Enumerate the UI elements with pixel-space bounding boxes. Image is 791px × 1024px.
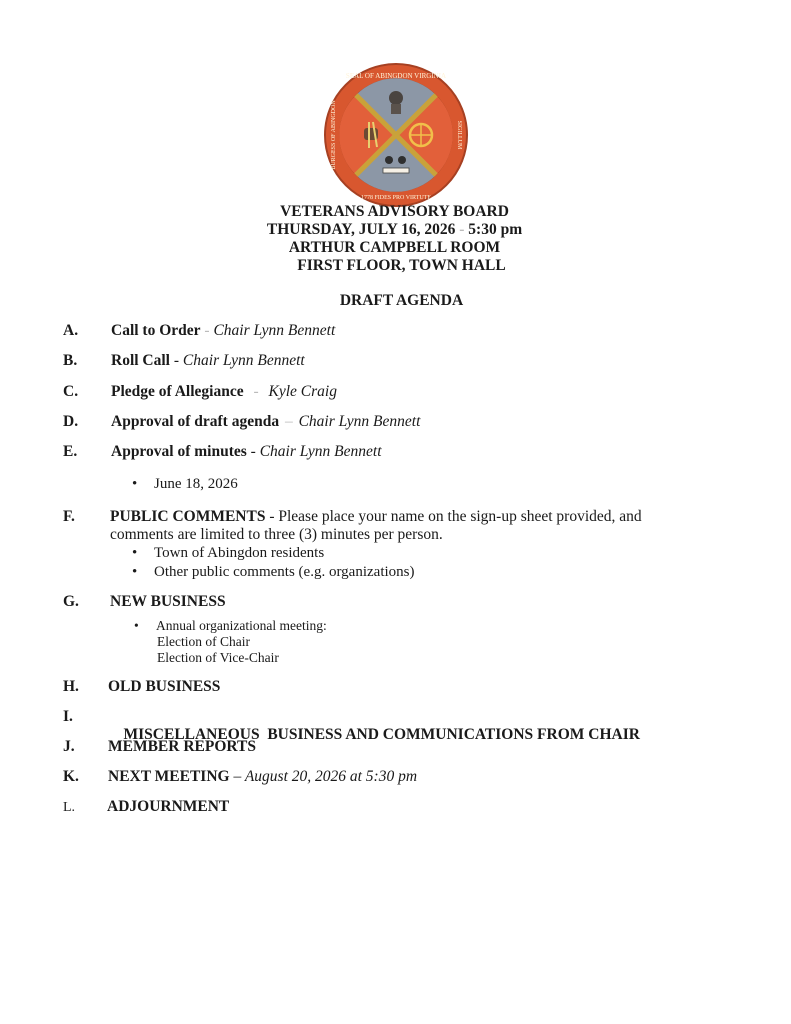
minutes-date: June 18, 2026 xyxy=(154,476,238,492)
item-letter-l: L. xyxy=(63,800,76,815)
list-item-text: Election of Vice-Chair xyxy=(157,650,279,665)
seal-right-text: SIGILLUM xyxy=(456,120,462,150)
item-label: NEXT MEETING xyxy=(108,768,230,785)
page-title: DRAFT AGENDA xyxy=(339,292,464,309)
date-time-separator: - xyxy=(455,221,469,238)
bullet-icon: • xyxy=(132,476,138,492)
item-separator: - xyxy=(246,443,260,460)
board-name: VETERANS ADVISORY BOARD xyxy=(280,203,509,220)
item-label: ADJOURNMENT xyxy=(107,798,230,815)
meeting-header xyxy=(0,203,791,275)
meeting-room: ARTHUR CAMPBELL ROOM xyxy=(288,239,501,256)
item-label: MISCELLANEOUS BUSINESS AND COMMUNICATIONS FROM CHAIR xyxy=(123,726,640,743)
item-presenter: Chair Lynn Bennett xyxy=(213,322,336,339)
item-label: Roll Call xyxy=(111,352,170,369)
agenda-item-approve-minutes xyxy=(111,443,382,461)
bullet-icon: • xyxy=(132,545,138,561)
item-letter-a: A. xyxy=(63,322,79,339)
item-letter-i: I. xyxy=(63,708,73,725)
item-presenter: Chair Lynn Bennett xyxy=(259,443,382,460)
item-letter-j: J. xyxy=(63,738,75,755)
item-description-continued: comments are limited to three (3) minutes per person. xyxy=(110,526,443,543)
item-label: Call to Order xyxy=(111,322,201,339)
list-item-text: Election of Chair xyxy=(157,634,250,649)
agenda-item-next-meeting xyxy=(108,768,417,786)
list-item-text: Other public comments (e.g. organizations) xyxy=(154,564,415,580)
seal-bottom-text: 1778 FIDES PRO VIRTUTE xyxy=(360,195,432,201)
list-item xyxy=(134,618,327,634)
item-description: - Please place your name on the sign-up sheet provided, and xyxy=(265,508,642,525)
agenda-item-approve-agenda xyxy=(111,413,420,431)
bullet-icon: • xyxy=(134,618,139,633)
item-letter-e: E. xyxy=(63,443,78,460)
list-item-text: Town of Abingdon residents xyxy=(154,545,325,561)
item-separator: - xyxy=(170,352,183,369)
item-letter-f: F. xyxy=(63,508,75,525)
item-letter-b: B. xyxy=(63,352,78,369)
list-item xyxy=(132,545,324,562)
meeting-date-time xyxy=(0,221,791,239)
item-label: MEMBER REPORTS xyxy=(108,738,257,755)
item-letter-c: C. xyxy=(63,383,79,400)
meeting-time: 5:30 pm xyxy=(468,221,523,238)
item-presenter: Kyle Craig xyxy=(268,383,337,400)
item-letter-g: G. xyxy=(63,593,79,610)
item-letter-h: H. xyxy=(63,678,79,695)
seal-left-text: BURGESS OF ABINGDON xyxy=(331,100,337,170)
item-letter-d: D. xyxy=(63,413,79,430)
town-seal-logo xyxy=(323,62,469,208)
item-separator: - xyxy=(249,383,263,400)
agenda-item-new-business xyxy=(110,593,226,611)
item-label: OLD BUSINESS xyxy=(108,678,221,695)
item-label: Pledge of Allegiance xyxy=(111,383,244,400)
item-label: Approval of minutes xyxy=(111,443,247,460)
item-label: Approval of draft agenda xyxy=(111,413,280,430)
item-presenter: Chair Lynn Bennett xyxy=(298,413,421,430)
agenda-item-adjournment xyxy=(107,798,229,816)
list-item-text: Annual organizational meeting: xyxy=(156,618,327,633)
item-presenter: Chair Lynn Bennett xyxy=(182,352,305,369)
agenda-item-public-comments xyxy=(110,508,642,526)
item-label: PUBLIC COMMENTS xyxy=(110,508,266,525)
list-item xyxy=(132,476,238,493)
agenda-item-pledge xyxy=(111,383,337,401)
bullet-icon: • xyxy=(132,564,138,580)
item-separator: - xyxy=(200,322,214,339)
item-label: NEW BUSINESS xyxy=(110,593,226,610)
meeting-location: FIRST FLOOR, TOWN HALL xyxy=(297,257,506,274)
next-meeting-date: – August 20, 2026 at 5:30 pm xyxy=(229,768,418,785)
agenda-item-roll-call xyxy=(111,352,305,370)
list-item xyxy=(132,564,415,581)
item-separator: – xyxy=(281,413,297,430)
item-letter-k: K. xyxy=(63,768,79,785)
agenda-item-old-business xyxy=(108,678,220,696)
seal-top-text: SEAL OF ABINGDON VIRGINIA xyxy=(345,72,447,80)
meeting-date: THURSDAY, JULY 16, 2026 xyxy=(266,221,456,238)
agenda-item-call-to-order xyxy=(111,322,335,340)
agenda-item-member-reports xyxy=(108,738,256,756)
